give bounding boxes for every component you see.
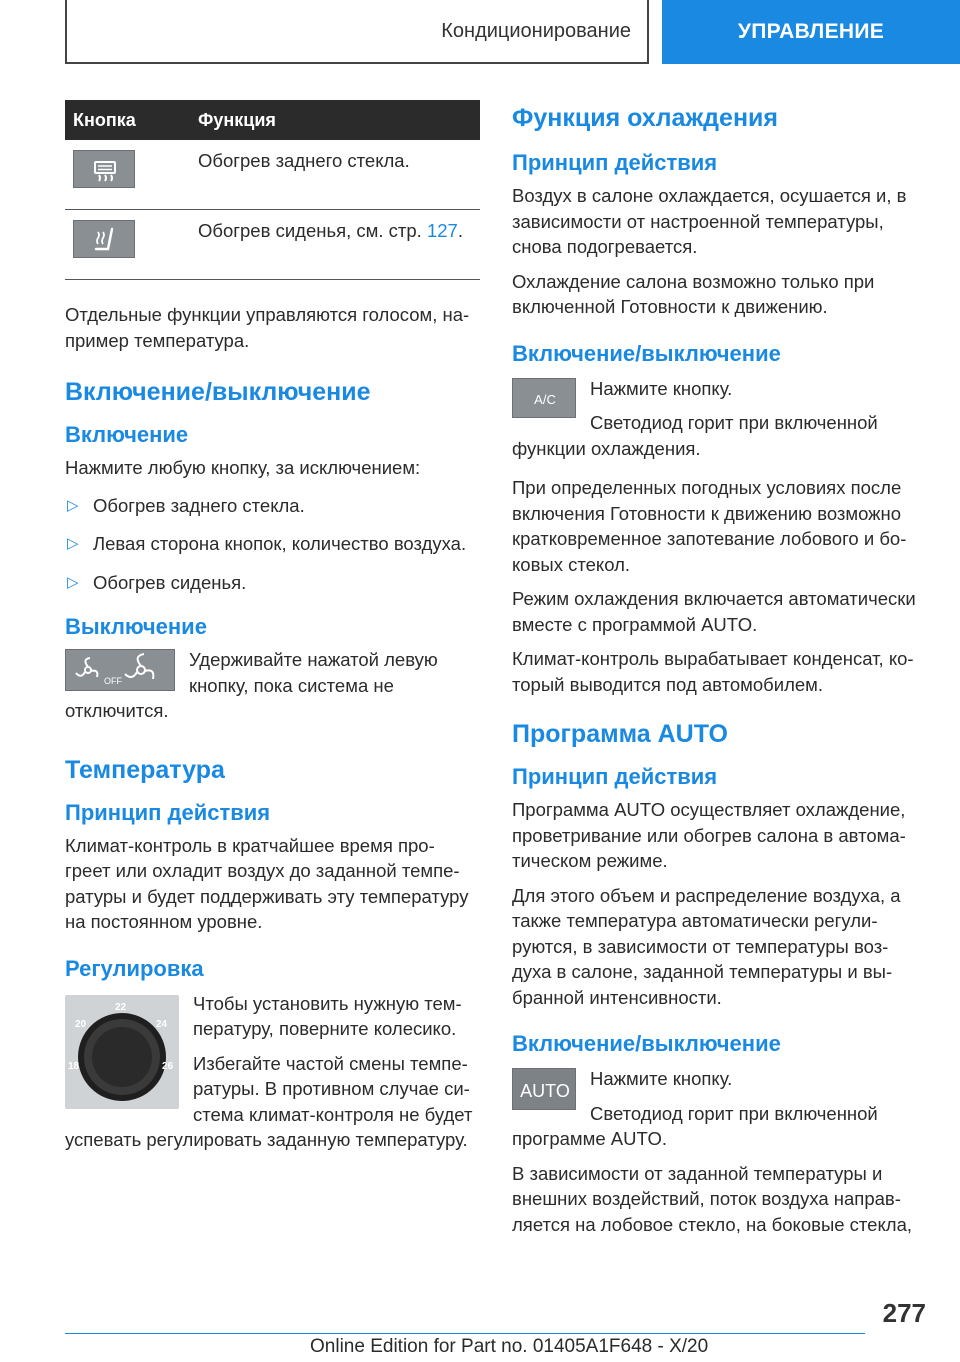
list-item: ▷ Обогрев сиденья. xyxy=(65,570,480,596)
regulation-text-1: Чтобы установить нужную тем-пературу, поверните колесико. xyxy=(193,992,462,1039)
page-number: 277 xyxy=(882,1298,926,1328)
cool-principle-heading: Принцип действия xyxy=(512,150,718,175)
auto-principle-text-1: Программа AUTO осуществляет охлаждение, проветривание или обогрев салона в автома-тическом режиме. xyxy=(512,799,906,871)
svg-text:AUTO: AUTO xyxy=(520,1081,570,1101)
auto-onoff-text-2: Светодиод горит при включенной программе AUTO. xyxy=(512,1102,878,1149)
auto-onoff-heading: Включение/выключение xyxy=(512,1031,781,1056)
header-section-title: Кондиционирование xyxy=(441,19,631,42)
temp-principle-text: Климат-контроль в кратчайшее время про-греет или охладит воздух до заданной темпе-ратуры и будет поддерживать эту температуру на постоянном уровне. xyxy=(65,834,469,932)
triangle-bullet-icon: ▷ xyxy=(67,535,79,552)
cool-onoff-text-1: Нажмите кнопку. xyxy=(590,377,733,399)
page-ref-link[interactable]: 127 xyxy=(426,220,458,241)
cool-onoff-heading: Включение/выключение xyxy=(512,340,781,366)
header-chapter-title: УПРАВЛЕНИЕ xyxy=(737,20,885,43)
list-item: ▷ Левая сторона кнопок, количество воздуха. xyxy=(65,531,480,557)
right-column xyxy=(512,100,926,1246)
table-row xyxy=(65,140,480,210)
footer-edition: Online Edition for Part no. 01405A1F648 - X/20 xyxy=(310,1336,709,1357)
svg-text:A/C: A/C xyxy=(534,391,556,407)
cool-text-5: Климат-контроль вырабатывает конденсат, ко-торый выводится под автомобилем. xyxy=(512,648,914,695)
svg-text:OFF: OFF xyxy=(104,676,122,686)
cool-principle-text-1: Воздух в салоне охлаждается, осушается и, в зависимости от настроенной температуры, снова подогревается. xyxy=(512,185,907,257)
exception-list xyxy=(65,493,480,596)
svg-text:20: 20 xyxy=(75,1018,87,1030)
regulation-text-2: Избегайте частой смены темпе-ратуры. В противном случае си-стема климат-контроля не будет успевать регулировать заданную температуру. xyxy=(65,1052,473,1150)
cool-onoff-text-2: Светодиод горит при включенной функции охлаждения. xyxy=(512,412,878,459)
seat-heating-text: Обогрев сиденья, см. стр. xyxy=(198,220,427,241)
seat-heating-suffix: . xyxy=(457,220,463,241)
ac-button-icon xyxy=(512,378,576,418)
cool-onoff-block xyxy=(512,376,926,462)
triangle-bullet-icon: ▷ xyxy=(67,496,79,514)
header-chapter xyxy=(662,0,960,64)
auto-principle-text-2: Для этого объем и распределение воздуха, а также температура автоматически регули-руются, в зависимости от температуры воз-духа в салоне, заданной температуры и вы-бранной интенсивности. xyxy=(512,884,901,1008)
auto-text-3: В зависимости от заданной температуры и внешних воздействий, поток воздуха направ-ляется на лобовое стекло, на боковые стекла, xyxy=(512,1162,912,1235)
auto-onoff-text-1: Нажмите кнопку. xyxy=(590,1068,733,1089)
off-text: Удерживайте нажатой левую кнопку, пока система не отключится. xyxy=(65,649,438,721)
cooling-heading: Функция охлаждения xyxy=(512,104,779,132)
header-section xyxy=(65,0,649,64)
onoff-heading: Включение/выключение xyxy=(65,378,371,406)
table-header-function: Функция xyxy=(184,100,480,140)
svg-text:18: 18 xyxy=(68,1060,80,1072)
temperature-dial-image xyxy=(65,995,179,1109)
button-function-table xyxy=(65,100,480,280)
cool-principle-text-2: Охлаждение салона возможно только при включенной Готовности к движению. xyxy=(512,270,875,317)
voice-intro: Отдельные функции управляются голосом, на-пример температура. xyxy=(65,304,470,351)
left-column xyxy=(65,100,480,1162)
off-heading: Выключение xyxy=(65,614,207,639)
auto-heading: Программа AUTO xyxy=(512,720,728,748)
table-cell-function xyxy=(184,210,480,280)
list-item: ▷ Обогрев заднего стекла. xyxy=(65,493,480,519)
off-block xyxy=(65,647,480,733)
svg-text:24: 24 xyxy=(156,1018,168,1030)
svg-text:22: 22 xyxy=(115,1001,127,1013)
table-cell-function: Обогрев заднего стекла. xyxy=(184,140,480,210)
rear-window-defrost-icon xyxy=(73,150,135,188)
on-heading: Включение xyxy=(65,422,189,447)
seat-heating-icon xyxy=(73,220,135,258)
on-text: Нажмите любую кнопку, за исключением: xyxy=(65,457,421,478)
temp-principle-heading: Принцип действия xyxy=(65,799,271,825)
fan-off-button-icon xyxy=(65,649,175,691)
auto-principle-heading: Принцип действия xyxy=(512,764,718,789)
table-row xyxy=(65,210,480,280)
table-header-button: Кнопка xyxy=(65,100,184,140)
cool-text-4: Режим охлаждения включается автоматически вместе с программой AUTO. xyxy=(512,588,916,635)
triangle-bullet-icon: ▷ xyxy=(67,573,79,591)
auto-onoff-block xyxy=(512,1066,926,1152)
auto-button-icon xyxy=(512,1068,576,1110)
svg-text:26: 26 xyxy=(162,1060,174,1072)
regulation-block xyxy=(65,991,480,1153)
cool-text-3: При определенных погодных условиях после включения Готовности к движению возможно кратковременное запотевание лобового и бо-ковых стекол. xyxy=(512,477,907,575)
regulation-heading: Регулировка xyxy=(65,955,204,981)
footer-divider xyxy=(65,1333,865,1334)
temperature-heading: Температура xyxy=(65,755,225,784)
